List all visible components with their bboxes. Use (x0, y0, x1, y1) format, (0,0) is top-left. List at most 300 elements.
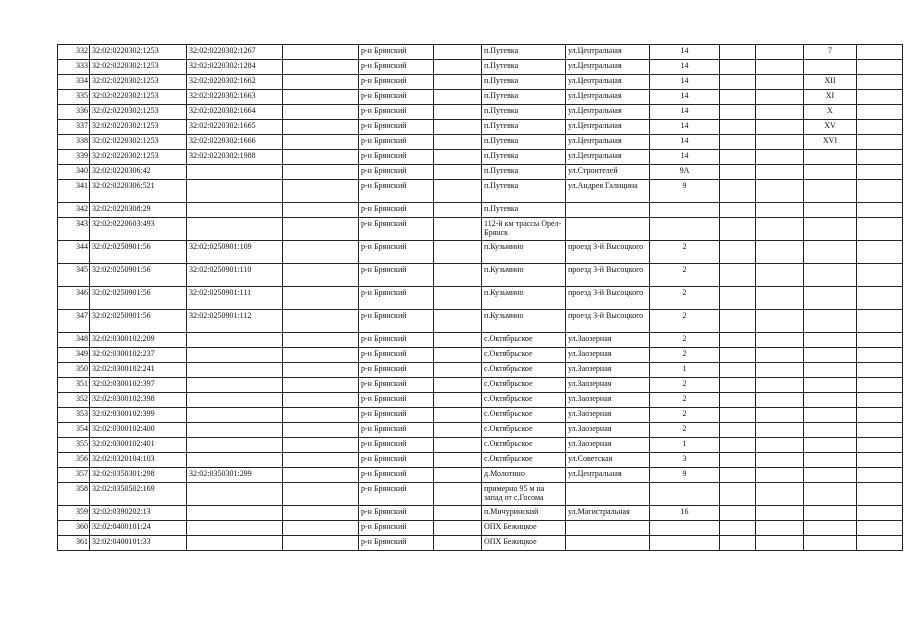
cell-empty-col-6 (434, 310, 482, 333)
cell-empty-col-11 (756, 105, 804, 120)
cell-empty-col-10 (720, 483, 756, 506)
cell-empty-col-13 (857, 150, 903, 165)
cell-house-number: 2 (650, 408, 720, 423)
cell-empty-col-13 (857, 536, 903, 551)
table-row (58, 105, 903, 120)
cell-empty-col-13 (857, 423, 903, 438)
cell-row-number: 342 (58, 203, 90, 218)
cell-empty-col-6 (434, 241, 482, 264)
cell-cadastral-number: 32:02:0320104:103 (90, 453, 187, 468)
cell-house-number: 2 (650, 333, 720, 348)
cell-empty-col-6 (434, 506, 482, 521)
cell-cadastral-number: 32:02:0220302:1253 (90, 105, 187, 120)
cell-empty-col-6 (434, 287, 482, 310)
cell-street: ул.Заозерная (566, 348, 650, 363)
cell-empty-col-13 (857, 180, 903, 203)
cell-house-number: 2 (650, 264, 720, 287)
table-row (58, 150, 903, 165)
cell-unit-number: X (804, 105, 857, 120)
cell-district: р-н Брянский (359, 363, 434, 378)
cell-district: р-н Брянский (359, 423, 434, 438)
cell-empty-col-13 (857, 453, 903, 468)
cell-row-number: 355 (58, 438, 90, 453)
cell-locality: п.Путевка (482, 75, 566, 90)
cell-empty-col-13 (857, 310, 903, 333)
cell-district: р-н Брянский (359, 218, 434, 241)
cell-unit-number (804, 363, 857, 378)
cell-cadastral-number: 32:02:0220302:1253 (90, 120, 187, 135)
cell-house-number: 2 (650, 393, 720, 408)
cell-empty-col-10 (720, 218, 756, 241)
cell-sub-cadastral-number (187, 521, 283, 536)
cell-row-number: 348 (58, 333, 90, 348)
cell-empty-col-4 (283, 521, 359, 536)
cell-empty-col-6 (434, 90, 482, 105)
cell-locality: с.Октябрьское (482, 408, 566, 423)
cell-street (566, 218, 650, 241)
cell-empty-col-10 (720, 506, 756, 521)
cell-row-number: 352 (58, 393, 90, 408)
cell-empty-col-11 (756, 408, 804, 423)
cell-house-number (650, 218, 720, 241)
cell-locality: п.Путевка (482, 203, 566, 218)
cell-empty-col-6 (434, 423, 482, 438)
cell-unit-number (804, 438, 857, 453)
cell-street: ул.Центральная (566, 150, 650, 165)
cell-empty-col-6 (434, 393, 482, 408)
cell-cadastral-number: 32:02:0300102:401 (90, 438, 187, 453)
cell-empty-col-13 (857, 393, 903, 408)
cell-empty-col-4 (283, 180, 359, 203)
cell-empty-col-10 (720, 310, 756, 333)
cell-street: ул.Центральная (566, 90, 650, 105)
table-row (58, 264, 903, 287)
cell-empty-col-6 (434, 363, 482, 378)
cell-sub-cadastral-number: 32:02:0250901:109 (187, 241, 283, 264)
cell-empty-col-11 (756, 468, 804, 483)
table-row (58, 180, 903, 203)
table-row (58, 310, 903, 333)
cell-empty-col-11 (756, 75, 804, 90)
cell-cadastral-number: 32:02:0300102:237 (90, 348, 187, 363)
cell-unit-number (804, 264, 857, 287)
cell-sub-cadastral-number (187, 408, 283, 423)
table-row (58, 218, 903, 241)
cell-empty-col-10 (720, 45, 756, 60)
table-row (58, 393, 903, 408)
cell-locality: с.Октябрьское (482, 423, 566, 438)
cell-district: р-н Брянский (359, 120, 434, 135)
cell-empty-col-11 (756, 423, 804, 438)
cell-street: ул.Заозерная (566, 393, 650, 408)
cell-empty-col-6 (434, 218, 482, 241)
cell-house-number: 9А (650, 165, 720, 180)
cell-empty-col-6 (434, 453, 482, 468)
cell-empty-col-6 (434, 165, 482, 180)
cell-sub-cadastral-number: 32:02:0220302:1662 (187, 75, 283, 90)
cell-unit-number (804, 521, 857, 536)
cell-empty-col-4 (283, 506, 359, 521)
cell-empty-col-4 (283, 218, 359, 241)
cell-cadastral-number: 32:02:0250901:56 (90, 287, 187, 310)
cell-cadastral-number: 32:02:0220302:1253 (90, 90, 187, 105)
cell-unit-number (804, 203, 857, 218)
cell-locality: п.Путевка (482, 90, 566, 105)
cell-cadastral-number: 32:02:0250901:56 (90, 310, 187, 333)
cell-locality: 112-й км трассы Орел-Брянск (482, 218, 566, 241)
cell-row-number: 345 (58, 264, 90, 287)
cell-locality: п.Путевка (482, 135, 566, 150)
cell-house-number: 14 (650, 60, 720, 75)
table-row (58, 287, 903, 310)
table-row (58, 75, 903, 90)
cell-row-number: 333 (58, 60, 90, 75)
cell-empty-col-10 (720, 203, 756, 218)
cell-empty-col-4 (283, 363, 359, 378)
cell-locality: с.Октябрьское (482, 363, 566, 378)
cell-district: р-н Брянский (359, 506, 434, 521)
cell-unit-number (804, 310, 857, 333)
cell-sub-cadastral-number (187, 180, 283, 203)
cell-street: ул.Центральная (566, 105, 650, 120)
cell-empty-col-6 (434, 483, 482, 506)
cell-street: проезд 3-й Высоцкого (566, 264, 650, 287)
cell-sub-cadastral-number: 32:02:0350301:299 (187, 468, 283, 483)
cell-district: р-н Брянский (359, 75, 434, 90)
cell-empty-col-13 (857, 468, 903, 483)
cell-empty-col-11 (756, 536, 804, 551)
cell-sub-cadastral-number (187, 438, 283, 453)
cell-empty-col-11 (756, 453, 804, 468)
cell-unit-number (804, 453, 857, 468)
table-row (58, 135, 903, 150)
table-row (58, 453, 903, 468)
table-row (58, 203, 903, 218)
cell-row-number: 337 (58, 120, 90, 135)
cell-empty-col-11 (756, 203, 804, 218)
cell-house-number (650, 536, 720, 551)
cell-sub-cadastral-number (187, 333, 283, 348)
table-row (58, 165, 903, 180)
cell-unit-number: XII (804, 75, 857, 90)
cell-house-number (650, 483, 720, 506)
cell-cadastral-number: 32:02:0250901:56 (90, 264, 187, 287)
cell-empty-col-6 (434, 333, 482, 348)
table-body (58, 45, 903, 551)
cell-cadastral-number: 32:02:0300102:241 (90, 363, 187, 378)
cell-empty-col-4 (283, 241, 359, 264)
cell-unit-number (804, 408, 857, 423)
cell-empty-col-10 (720, 348, 756, 363)
cell-house-number: 14 (650, 90, 720, 105)
cell-district: р-н Брянский (359, 483, 434, 506)
cell-district: р-н Брянский (359, 438, 434, 453)
cell-empty-col-10 (720, 105, 756, 120)
cell-locality: п.Путевка (482, 165, 566, 180)
cell-street: ул.Центральная (566, 75, 650, 90)
cell-empty-col-11 (756, 218, 804, 241)
cell-unit-number (804, 483, 857, 506)
cell-district: р-н Брянский (359, 408, 434, 423)
cell-empty-col-10 (720, 165, 756, 180)
cell-row-number: 354 (58, 423, 90, 438)
cell-cadastral-number: 32:02:0220302:1253 (90, 45, 187, 60)
cell-street (566, 521, 650, 536)
cell-locality: п.Путевка (482, 60, 566, 75)
cell-house-number: 9 (650, 180, 720, 203)
cell-unit-number (804, 287, 857, 310)
cell-empty-col-13 (857, 135, 903, 150)
cell-street: ул.Центральная (566, 135, 650, 150)
cell-row-number: 353 (58, 408, 90, 423)
cell-empty-col-6 (434, 438, 482, 453)
cell-empty-col-13 (857, 60, 903, 75)
cell-locality: п.Путевка (482, 150, 566, 165)
cell-cadastral-number: 32:02:0300102:399 (90, 408, 187, 423)
table-row (58, 536, 903, 551)
cell-empty-col-13 (857, 333, 903, 348)
cell-sub-cadastral-number: 32:02:0220302:1666 (187, 135, 283, 150)
cell-empty-col-4 (283, 423, 359, 438)
cell-cadastral-number: 32:02:0220308:29 (90, 203, 187, 218)
cell-empty-col-13 (857, 105, 903, 120)
cell-empty-col-11 (756, 165, 804, 180)
cell-unit-number (804, 468, 857, 483)
cell-empty-col-13 (857, 120, 903, 135)
cell-empty-col-13 (857, 218, 903, 241)
cell-empty-col-11 (756, 287, 804, 310)
cell-district: р-н Брянский (359, 135, 434, 150)
cell-sub-cadastral-number: 32:02:0220302:1665 (187, 120, 283, 135)
cell-row-number: 350 (58, 363, 90, 378)
cell-empty-col-6 (434, 180, 482, 203)
cell-locality: п.Путевка (482, 120, 566, 135)
cell-empty-col-6 (434, 264, 482, 287)
cell-empty-col-11 (756, 483, 804, 506)
cell-empty-col-11 (756, 438, 804, 453)
cell-empty-col-11 (756, 506, 804, 521)
table-row (58, 90, 903, 105)
cell-sub-cadastral-number: 32:02:0250901:112 (187, 310, 283, 333)
cell-row-number: 335 (58, 90, 90, 105)
cell-empty-col-6 (434, 150, 482, 165)
cell-sub-cadastral-number: 32:02:0250901:110 (187, 264, 283, 287)
cell-sub-cadastral-number: 32:02:0220302:1664 (187, 105, 283, 120)
cell-empty-col-11 (756, 45, 804, 60)
cell-sub-cadastral-number (187, 483, 283, 506)
cell-house-number: 14 (650, 45, 720, 60)
cell-row-number: 338 (58, 135, 90, 150)
cell-empty-col-6 (434, 378, 482, 393)
cell-empty-col-11 (756, 264, 804, 287)
cell-empty-col-13 (857, 264, 903, 287)
table-row (58, 408, 903, 423)
cell-locality: с.Октябрьское (482, 378, 566, 393)
cell-empty-col-11 (756, 241, 804, 264)
cell-unit-number (804, 348, 857, 363)
cell-empty-col-13 (857, 438, 903, 453)
cell-district: р-н Брянский (359, 468, 434, 483)
cell-row-number: 341 (58, 180, 90, 203)
cell-empty-col-11 (756, 150, 804, 165)
cell-empty-col-6 (434, 408, 482, 423)
cell-empty-col-4 (283, 60, 359, 75)
cell-empty-col-10 (720, 287, 756, 310)
cell-district: р-н Брянский (359, 393, 434, 408)
cell-sub-cadastral-number: 32:02:0220302:1267 (187, 45, 283, 60)
cell-empty-col-6 (434, 468, 482, 483)
cell-sub-cadastral-number (187, 393, 283, 408)
cell-house-number: 1 (650, 363, 720, 378)
cell-district: р-н Брянский (359, 45, 434, 60)
cell-empty-col-13 (857, 348, 903, 363)
cell-locality: п.Путевка (482, 180, 566, 203)
cell-street: ул.Центральная (566, 468, 650, 483)
cell-unit-number (804, 536, 857, 551)
cell-house-number (650, 203, 720, 218)
cell-empty-col-10 (720, 90, 756, 105)
table-row (58, 468, 903, 483)
cell-street: ул.Заозерная (566, 333, 650, 348)
cell-cadastral-number: 32:02:0220306:521 (90, 180, 187, 203)
cell-house-number: 1 (650, 438, 720, 453)
cell-district: р-н Брянский (359, 333, 434, 348)
cell-empty-col-10 (720, 423, 756, 438)
cell-empty-col-10 (720, 333, 756, 348)
cell-house-number: 3 (650, 453, 720, 468)
cell-empty-col-11 (756, 348, 804, 363)
cell-cadastral-number: 32:02:0220302:1253 (90, 135, 187, 150)
cell-street: проезд 3-й Высоцкого (566, 241, 650, 264)
cell-sub-cadastral-number: 32:02:0220302:1284 (187, 60, 283, 75)
cell-empty-col-6 (434, 521, 482, 536)
cell-empty-col-4 (283, 468, 359, 483)
cell-row-number: 357 (58, 468, 90, 483)
cell-locality: п.Мичуринский (482, 506, 566, 521)
cell-row-number: 336 (58, 105, 90, 120)
cell-empty-col-11 (756, 135, 804, 150)
cell-house-number: 2 (650, 241, 720, 264)
cell-empty-col-10 (720, 180, 756, 203)
cell-house-number: 2 (650, 378, 720, 393)
cell-empty-col-13 (857, 408, 903, 423)
cell-house-number: 14 (650, 150, 720, 165)
cell-house-number (650, 521, 720, 536)
table-row (58, 363, 903, 378)
cell-district: р-н Брянский (359, 150, 434, 165)
table-row (58, 506, 903, 521)
cell-sub-cadastral-number (187, 536, 283, 551)
cell-cadastral-number: 32:02:0220302:1253 (90, 60, 187, 75)
cell-unit-number (804, 180, 857, 203)
cell-row-number: 358 (58, 483, 90, 506)
cell-street: ул.Заозерная (566, 438, 650, 453)
cell-empty-col-4 (283, 333, 359, 348)
cell-street: ул.Заозерная (566, 408, 650, 423)
cell-row-number: 359 (58, 506, 90, 521)
cell-district: р-н Брянский (359, 287, 434, 310)
cell-empty-col-10 (720, 150, 756, 165)
cell-empty-col-4 (283, 90, 359, 105)
cell-empty-col-4 (283, 135, 359, 150)
cell-sub-cadastral-number: 32:02:0220302:1988 (187, 150, 283, 165)
table-row (58, 483, 903, 506)
cell-empty-col-10 (720, 363, 756, 378)
cell-empty-col-13 (857, 506, 903, 521)
cell-empty-col-10 (720, 60, 756, 75)
cell-sub-cadastral-number (187, 453, 283, 468)
cell-locality: с.Октябрьское (482, 333, 566, 348)
cell-district: р-н Брянский (359, 180, 434, 203)
cell-cadastral-number: 32:02:0220306:42 (90, 165, 187, 180)
cell-cadastral-number: 32:02:0400101:33 (90, 536, 187, 551)
cell-unit-number (804, 150, 857, 165)
table-row (58, 45, 903, 60)
cell-cadastral-number: 32:02:0390202:13 (90, 506, 187, 521)
cell-empty-col-4 (283, 378, 359, 393)
cell-empty-col-4 (283, 75, 359, 90)
cell-street: ул.Андрея Галицина (566, 180, 650, 203)
cell-locality: с.Октябрьское (482, 453, 566, 468)
cell-district: р-н Брянский (359, 453, 434, 468)
cell-unit-number (804, 333, 857, 348)
cell-row-number: 334 (58, 75, 90, 90)
cell-unit-number (804, 165, 857, 180)
cell-row-number: 361 (58, 536, 90, 551)
cell-house-number: 9 (650, 468, 720, 483)
cell-row-number: 340 (58, 165, 90, 180)
table-row (58, 348, 903, 363)
cell-locality: п.Кузьмино (482, 310, 566, 333)
cell-empty-col-13 (857, 45, 903, 60)
cell-street: проезд 3-й Высоцкого (566, 287, 650, 310)
cell-empty-col-10 (720, 135, 756, 150)
cell-empty-col-13 (857, 363, 903, 378)
cell-empty-col-4 (283, 120, 359, 135)
cell-empty-col-10 (720, 264, 756, 287)
cell-locality: примерно 95 м на запад от с.Госома (482, 483, 566, 506)
cell-locality: д.Молотино (482, 468, 566, 483)
cell-empty-col-10 (720, 453, 756, 468)
table-row (58, 120, 903, 135)
cell-unit-number (804, 218, 857, 241)
cell-row-number: 347 (58, 310, 90, 333)
cell-cadastral-number: 32:02:0250901:56 (90, 241, 187, 264)
cell-empty-col-6 (434, 203, 482, 218)
cell-empty-col-4 (283, 105, 359, 120)
cell-district: р-н Брянский (359, 105, 434, 120)
cell-unit-number: XI (804, 90, 857, 105)
cell-district: р-н Брянский (359, 536, 434, 551)
cell-row-number: 351 (58, 378, 90, 393)
cell-locality: п.Кузьмино (482, 241, 566, 264)
cell-cadastral-number: 32:02:0350301:298 (90, 468, 187, 483)
cell-house-number: 2 (650, 310, 720, 333)
cell-empty-col-13 (857, 521, 903, 536)
cell-empty-col-13 (857, 287, 903, 310)
cell-locality: ОПХ Бежицкое (482, 521, 566, 536)
cell-empty-col-11 (756, 310, 804, 333)
cell-row-number: 356 (58, 453, 90, 468)
cell-unit-number: XVI (804, 135, 857, 150)
cell-street: ул.Заозерная (566, 423, 650, 438)
cell-empty-col-4 (283, 45, 359, 60)
table-row (58, 333, 903, 348)
cell-row-number: 346 (58, 287, 90, 310)
cell-district: р-н Брянский (359, 90, 434, 105)
cell-locality: с.Октябрьское (482, 438, 566, 453)
cell-row-number: 339 (58, 150, 90, 165)
